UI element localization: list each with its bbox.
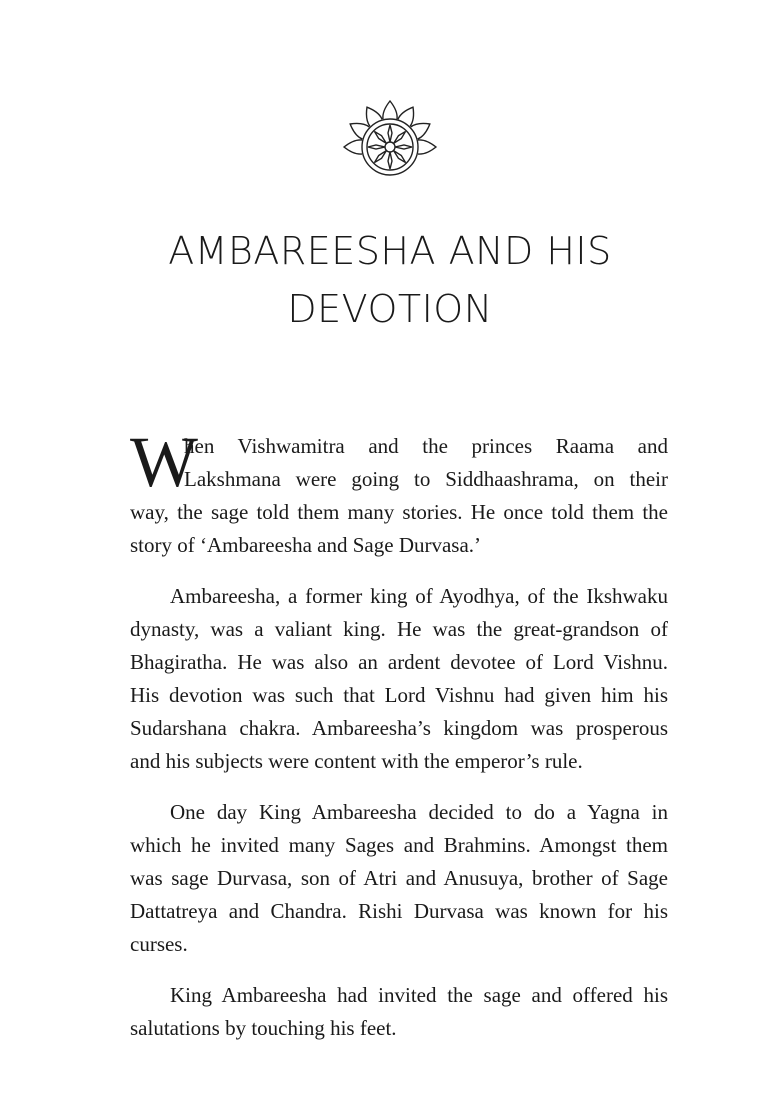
text-line: King Ambareesha had invited the sage and offered his <box>170 983 668 1007</box>
text-line: hen Vishwamitra and the princes Raama and <box>184 434 668 458</box>
text-line: salutations by touching his feet. <box>130 1016 397 1040</box>
paragraph-1 <box>130 422 668 562</box>
chapter-title <box>0 222 780 338</box>
chapter-title-line-1: AMBAREESHA AND HIS <box>168 229 612 273</box>
paragraph-3 <box>130 796 668 961</box>
petal-shape <box>411 118 434 139</box>
text-line: His devotion was such that Lord Vishnu had given him his <box>130 683 668 707</box>
text-line: Ambareesha, a former king of Ayodhya, of the Ikshwaku <box>170 584 668 608</box>
petal-shape <box>398 104 419 127</box>
text-line: One day King Ambareesha decided to do a Yagna in <box>170 800 668 824</box>
paragraph-4 <box>130 979 668 1045</box>
drop-cap: W <box>130 422 198 502</box>
petal-shape <box>361 104 382 127</box>
chapter-body <box>130 422 668 1063</box>
spoke-shape <box>373 130 388 145</box>
spoke-shape <box>388 125 392 142</box>
chakra-ornament-icon <box>340 92 440 192</box>
spoke-shape <box>392 130 407 145</box>
text-line: Sudarshana chakra. Ambareesha’s kingdom was prosperous <box>130 716 668 740</box>
text-line: story of ‘Ambareesha and Sage Durvasa.’ <box>130 533 482 557</box>
petal-shape <box>347 118 370 139</box>
text-line: which he invited many Sages and Brahmins. Amongst them <box>130 833 668 857</box>
petal-shape <box>344 140 362 154</box>
text-line: and his subjects were content with the emperor’s rule. <box>130 749 583 773</box>
spoke-shape <box>373 149 388 164</box>
petal-shape <box>418 140 436 154</box>
text-line: was sage Durvasa, son of Atri and Anusuya, brother of Sage <box>130 866 668 890</box>
text-line: curses. <box>130 932 188 956</box>
text-line: Dattatreya and Chandra. Rishi Durvasa was known for his <box>130 899 668 923</box>
spoke-shape <box>388 152 392 169</box>
spoke-shape <box>392 149 407 164</box>
text-line: way, the sage told them many stories. He once told them the <box>130 500 668 524</box>
text-line: dynasty, was a valiant king. He was the great-grandson of <box>130 617 668 641</box>
chapter-title-line-2: DEVOTION <box>287 287 493 331</box>
spoke-shape <box>368 145 385 149</box>
paragraph-2 <box>130 580 668 778</box>
spoke-shape <box>395 145 412 149</box>
text-line: Lakshmana were going to Siddhaashrama, on their <box>184 467 668 491</box>
text-line: Bhagiratha. He was also an ardent devotee of Lord Vishnu. <box>130 650 668 674</box>
petal-shape <box>383 101 397 119</box>
